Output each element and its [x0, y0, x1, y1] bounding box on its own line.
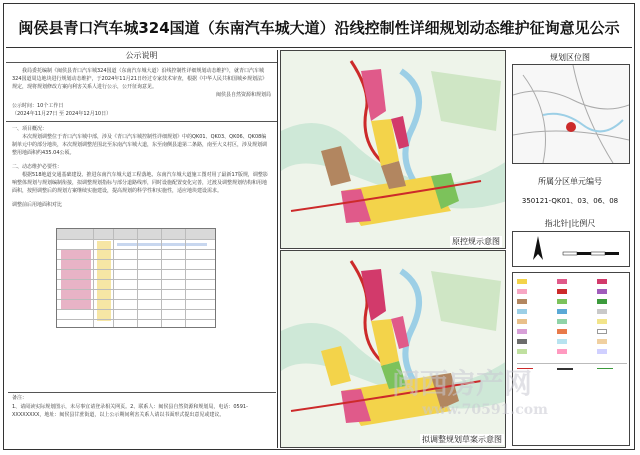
- compass-header: 指北针|比例尺: [544, 219, 596, 228]
- notice-period-dates: （2024年11月27日 至 2024年12月10日）: [12, 111, 112, 117]
- notice-period-label: 公示时间：10个工作日: [12, 103, 64, 109]
- unit-header: 所属分区单元编号: [538, 177, 602, 186]
- notice-paragraph: 我局委托编制《闽侯县青口汽车城324国道（东南汽车城大道）沿线控制性详细规划动态维护》，就青口汽车城324国道周边地块进行规划动态维护，于2024年11月21日经过专家技术审查，根据《中华人民共和国城乡规划法》规定，现将规划修改方案向利害关系人进行公示，公开征询意见。: [12, 68, 267, 90]
- notes-text: 1、请阅读实际规划图示，未尽事宜请登录相关网页。2、联系人：闽侯县自然资源和规划局，电话：0591-XXXXXXXX，地址：闽侯县甘蔗街道，以上公示期间利害关系人请以书面形式提出意见或建议。: [12, 404, 248, 418]
- compass-box: [512, 231, 630, 267]
- original-plan-map: [280, 50, 506, 249]
- content-heading: 二、动态维护必要性：: [12, 164, 63, 170]
- notice-signature: 闽侯县自然资源和规划局: [215, 92, 271, 98]
- notes-heading: 备注：: [12, 395, 28, 401]
- location-map: [512, 64, 630, 164]
- watermark-url: www.70591.com: [422, 402, 548, 418]
- overview-heading: 一、项目概况：: [12, 126, 48, 132]
- original-plan-caption: 原控规示意图: [452, 237, 500, 246]
- north-arrow-icon: [533, 236, 543, 260]
- page-title: 闽侯县青口汽车城324国道（东南汽车城大道）沿线控制性详细规划动态维护征询意见公示: [6, 8, 632, 48]
- overview-text: 本次规划调整位于青口汽车城中部，涉及《青口汽车城控制性详细规划》中的QK01、QK03、QK06、QK08编制单元中的部分地块，本次规划调整范围北至东南汽车城大道，东至南侧县道第二条路，南至大义村区，涉及规划调整用地面积约435.04公顷。: [12, 134, 268, 156]
- table-heading: 调整前后用地面积对比: [12, 202, 63, 208]
- location-header: 规划区位图: [550, 53, 590, 62]
- watermark-brand: 闽西房产网: [392, 367, 533, 400]
- notice-header: 公示说明: [6, 50, 277, 63]
- legend-box: [512, 272, 630, 446]
- draft-plan-caption: 拟调整规划草案示意图: [422, 435, 502, 444]
- unit-code: 350121-QK01、03、06、08: [521, 197, 619, 205]
- content-text: 根据518地道交通基础建设、推进东南汽车城大道工程落地、东南汽车城大道施工图对用了最新17版规，调整影响整体规划与规划编制衔接，拟调整规划指标与部分道路线形，同时设施配置变化完善，过渡及调整规划结构和用地面积，按照调整后的规划方案继续实施建设，提高规划的科学性和实施性，适应地块建设需求。: [12, 172, 268, 194]
- draft-plan-map: [280, 250, 506, 448]
- landuse-comparison-table: [56, 228, 216, 328]
